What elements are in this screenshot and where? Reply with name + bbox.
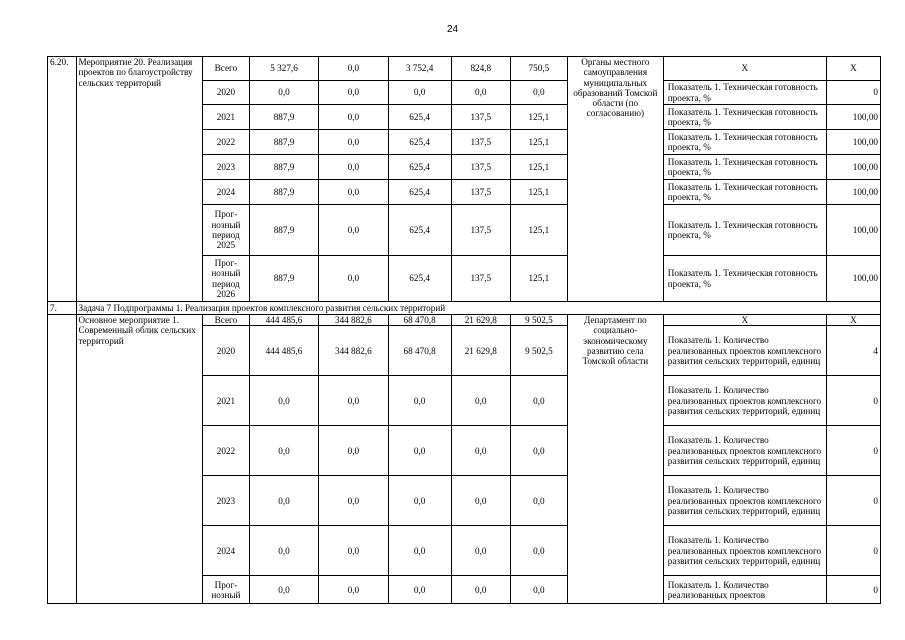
indicator-value-cell: 100,00: [826, 105, 880, 130]
indicator-cell: Показатель 1. Техническая готовность проекта, %: [663, 256, 826, 302]
total-cell: 0,0: [249, 476, 318, 526]
extrabudget-cell: 0,0: [510, 81, 567, 105]
extrabudget-cell: 125,1: [510, 256, 567, 302]
regional-cell: 625,4: [388, 105, 451, 130]
extrabudget-cell: 125,1: [510, 130, 567, 155]
extrabudget-cell: 125,1: [510, 155, 567, 180]
indicator-cell: Показатель 1. Техническая готовность проекта, %: [663, 105, 826, 130]
activity-name: Основное мероприятие 1. Современный облик сельских территорий: [76, 315, 202, 604]
federal-cell: 0,0: [319, 376, 388, 426]
extrabudget-cell: 9 502,5: [510, 326, 567, 376]
total-cell: 444 485,6: [249, 326, 318, 376]
row-number: [48, 315, 77, 604]
table-row: [48, 57, 881, 81]
total-cell: 887,9: [249, 205, 318, 256]
section-6-20: [48, 57, 881, 302]
local-cell: 0,0: [451, 526, 510, 576]
regional-cell: 625,4: [388, 130, 451, 155]
extrabudget-cell: 0,0: [510, 476, 567, 526]
executor-cell: Органы местного самоуправления муниципальных образований Томской области (по согласованию): [567, 57, 663, 302]
table-row: [48, 315, 881, 326]
regional-cell: 625,4: [388, 180, 451, 205]
local-cell: 0,0: [451, 476, 510, 526]
local-cell: 137,5: [451, 105, 510, 130]
task-number: 7.: [48, 302, 77, 315]
indicator-value-cell: Х: [826, 315, 880, 326]
period-cell: Прог-нозный период 2026: [202, 256, 249, 302]
period-cell: 2023: [202, 476, 249, 526]
federal-cell: 0,0: [319, 576, 388, 604]
extrabudget-cell: 0,0: [510, 426, 567, 476]
total-cell: 0,0: [249, 526, 318, 576]
indicator-cell: Х: [663, 57, 826, 81]
indicator-value-cell: 0: [826, 476, 880, 526]
federal-cell: 0,0: [319, 476, 388, 526]
total-cell: 0,0: [249, 576, 318, 604]
extrabudget-cell: 9 502,5: [510, 315, 567, 326]
indicator-cell: Х: [663, 315, 826, 326]
task-title: Задача 7 Подпрограммы 1. Реализация проектов комплексного развития сельских территорий: [76, 302, 880, 315]
federal-cell: 0,0: [319, 81, 388, 105]
indicator-cell: Показатель 1. Количество реализованных проектов комплексного развития сельских территорий, единиц: [663, 426, 826, 476]
local-cell: 0,0: [451, 426, 510, 476]
indicator-cell: Показатель 1. Количество реализованных проектов комплексного развития сельских территорий, единиц: [663, 476, 826, 526]
federal-cell: 0,0: [319, 426, 388, 476]
regional-cell: 0,0: [388, 426, 451, 476]
extrabudget-cell: 750,5: [510, 57, 567, 81]
period-cell: Всего: [202, 57, 249, 81]
regional-cell: 0,0: [388, 526, 451, 576]
regional-cell: 68 470,8: [388, 326, 451, 376]
period-cell: 2020: [202, 81, 249, 105]
federal-cell: 0,0: [319, 105, 388, 130]
indicator-cell: Показатель 1. Количество реализованных проектов: [663, 576, 826, 604]
period-cell: Всего: [202, 315, 249, 326]
indicator-value-cell: 0: [826, 81, 880, 105]
indicator-value-cell: 0: [826, 576, 880, 604]
total-cell: 887,9: [249, 256, 318, 302]
local-cell: 137,5: [451, 130, 510, 155]
local-cell: 137,5: [451, 205, 510, 256]
period-cell: 2021: [202, 376, 249, 426]
period-cell: 2023: [202, 155, 249, 180]
regional-cell: 625,4: [388, 155, 451, 180]
local-cell: 21 629,8: [451, 326, 510, 376]
period-cell: 2022: [202, 130, 249, 155]
indicator-cell: Показатель 1. Техническая готовность проекта, %: [663, 180, 826, 205]
local-cell: 0,0: [451, 576, 510, 604]
regional-cell: 3 752,4: [388, 57, 451, 81]
regional-cell: 0,0: [388, 376, 451, 426]
local-cell: 0,0: [451, 81, 510, 105]
federal-cell: 0,0: [319, 205, 388, 256]
extrabudget-cell: 125,1: [510, 180, 567, 205]
period-cell: 2020: [202, 326, 249, 376]
total-cell: 5 327,6: [249, 57, 318, 81]
indicator-value-cell: 0: [826, 376, 880, 426]
local-cell: 137,5: [451, 180, 510, 205]
regional-cell: 0,0: [388, 81, 451, 105]
federal-cell: 0,0: [319, 130, 388, 155]
indicator-cell: Показатель 1. Техническая готовность проекта, %: [663, 130, 826, 155]
local-cell: 137,5: [451, 256, 510, 302]
indicator-value-cell: 100,00: [826, 180, 880, 205]
regional-cell: 0,0: [388, 576, 451, 604]
indicator-value-cell: 100,00: [826, 130, 880, 155]
total-cell: 0,0: [249, 81, 318, 105]
total-cell: 887,9: [249, 105, 318, 130]
extrabudget-cell: 125,1: [510, 105, 567, 130]
federal-cell: 0,0: [319, 180, 388, 205]
activity-name: Мероприятие 20. Реализация проектов по благоустройству сельских территорий: [76, 57, 202, 302]
indicator-value-cell: 100,00: [826, 155, 880, 180]
indicator-value-cell: 0: [826, 526, 880, 576]
extrabudget-cell: 0,0: [510, 576, 567, 604]
regional-cell: 68 470,8: [388, 315, 451, 326]
indicator-value-cell: 100,00: [826, 256, 880, 302]
indicator-cell: Показатель 1. Техническая готовность проекта, %: [663, 205, 826, 256]
regional-cell: 625,4: [388, 256, 451, 302]
federal-cell: 0,0: [319, 256, 388, 302]
local-cell: 0,0: [451, 376, 510, 426]
indicator-cell: Показатель 1. Количество реализованных проектов комплексного развития сельских территорий, единиц: [663, 376, 826, 426]
indicator-value-cell: 0: [826, 426, 880, 476]
federal-cell: 0,0: [319, 526, 388, 576]
regional-cell: 625,4: [388, 205, 451, 256]
period-cell: Прог-нозный: [202, 576, 249, 604]
indicator-cell: Показатель 1. Техническая готовность проекта, %: [663, 155, 826, 180]
period-cell: 2022: [202, 426, 249, 476]
regional-cell: 0,0: [388, 476, 451, 526]
federal-cell: 344 882,6: [319, 326, 388, 376]
period-cell: 2024: [202, 180, 249, 205]
section-main-activity: [48, 315, 881, 604]
period-cell: 2024: [202, 526, 249, 576]
indicator-cell: Показатель 1. Техническая готовность проекта, %: [663, 81, 826, 105]
row-number: 6.20.: [48, 57, 77, 302]
indicator-value-cell: Х: [826, 57, 880, 81]
page-number: 24: [446, 24, 459, 35]
total-cell: 887,9: [249, 180, 318, 205]
indicator-cell: Показатель 1. Количество реализованных проектов комплексного развития сельских территорий, единиц: [663, 326, 826, 376]
total-cell: 887,9: [249, 155, 318, 180]
period-cell: Прог-нозный период 2025: [202, 205, 249, 256]
total-cell: 444 485,6: [249, 315, 318, 326]
total-cell: 0,0: [249, 376, 318, 426]
period-cell: 2021: [202, 105, 249, 130]
local-cell: 137,5: [451, 155, 510, 180]
executor-cell: Департамент по социально-экономическому развитию села Томской области: [567, 315, 663, 604]
indicator-cell: Показатель 1. Количество реализованных проектов комплексного развития сельских территорий, единиц: [663, 526, 826, 576]
program-table: [47, 56, 881, 604]
local-cell: 21 629,8: [451, 315, 510, 326]
extrabudget-cell: 0,0: [510, 376, 567, 426]
federal-cell: 0,0: [319, 155, 388, 180]
task-row: [48, 302, 881, 315]
local-cell: 824,8: [451, 57, 510, 81]
extrabudget-cell: 125,1: [510, 205, 567, 256]
indicator-value-cell: 4: [826, 326, 880, 376]
total-cell: 0,0: [249, 426, 318, 476]
indicator-value-cell: 100,00: [826, 205, 880, 256]
task-7-row-group: [48, 302, 881, 315]
federal-cell: 344 882,6: [319, 315, 388, 326]
total-cell: 887,9: [249, 130, 318, 155]
extrabudget-cell: 0,0: [510, 526, 567, 576]
federal-cell: 0,0: [319, 57, 388, 81]
